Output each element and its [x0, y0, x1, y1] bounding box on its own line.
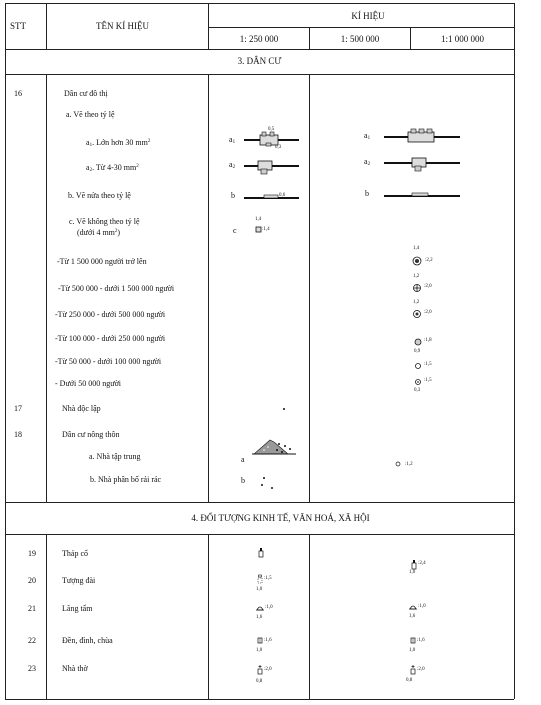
pop1-dim-right-value: 2,2 [426, 258, 433, 263]
col-stt-divider-header [46, 3, 47, 49]
row21-1m-dim-bottom: 1,6 [409, 614, 416, 619]
row16-c-line2-pre: (dưới 4 mm [77, 228, 115, 237]
header-symbol: KÍ HIỆU [351, 11, 385, 21]
row19-1m-dim-right: :2,4 [418, 561, 426, 566]
sym250-a1-label [229, 135, 235, 145]
pop4-circle-symbol [414, 338, 424, 348]
row21-1m-dim-right: :1,0 [418, 604, 426, 609]
row21-1m-dim-right-value: 1,0 [419, 604, 426, 609]
rural-clustered-symbol-250k [252, 436, 302, 458]
row22-1m-dim-right: :1,6 [417, 638, 425, 643]
sym1m-a2-letter: a [364, 157, 368, 166]
row16-pop-1: -Từ 1 500 000 người trở lên [57, 257, 147, 266]
table-bottom-border [5, 699, 514, 700]
pop2-dim-right-value: 2,0 [425, 284, 432, 289]
pop6-dim-right: :1,5 [424, 378, 432, 383]
tomb-symbol-250k [256, 604, 264, 612]
row16-a1-index: 1 [89, 143, 93, 148]
sym250-a1-index: 1 [232, 140, 236, 145]
urban-half-scale-symbol-1m [384, 191, 460, 199]
pop1-dim-right: :2,2 [425, 258, 433, 263]
col-name-divider-body2 [208, 534, 209, 699]
row22-250-dim-bottom: 1,0 [256, 648, 263, 653]
row16-a1 [86, 138, 150, 148]
urban-medium-symbol-1m [384, 156, 460, 172]
row16-pop-6: - Dưới 50 000 người [55, 379, 122, 388]
header-stt: STT [10, 21, 27, 31]
col-stt-divider-body2 [46, 534, 47, 699]
independent-house-dot-symbol [282, 407, 286, 411]
row16-c-line2-post: ) [117, 228, 121, 237]
row16-c-line2-exp: 2 [114, 229, 118, 234]
pop2-circle-symbol [412, 283, 424, 295]
sym250-a1-dim-bottom: 0,3 [275, 145, 282, 150]
header-bottom-line [5, 49, 514, 50]
pop2-dim-right: :2,0 [424, 284, 432, 289]
row16-a2-text: . Từ 4-30 mm [92, 163, 137, 172]
urban-large-symbol-1m [384, 128, 460, 144]
row18-title: Dân cư nông thôn [62, 430, 120, 439]
pop2-dim-top: 1,2 [413, 274, 420, 279]
header-scale-500k: 1: 500 000 [340, 34, 380, 44]
ancient-tower-symbol-250k [258, 548, 264, 558]
pop5-dim-right: :1,5 [424, 362, 432, 367]
section3-bottom-line [5, 74, 514, 75]
row20-number: 20 [28, 576, 36, 585]
table-left-border [5, 3, 6, 699]
row16-pop-5: -Từ 50 000 - dưới 100 000 người [55, 357, 162, 366]
row16-a2 [86, 163, 139, 173]
col-250-divider-body2 [309, 534, 310, 699]
header-split-line [208, 27, 514, 28]
sym250-b-label: b [231, 191, 235, 200]
pop5-circle-symbol [414, 362, 424, 372]
pop3-circle-symbol [412, 309, 424, 321]
temple-symbol-1m [410, 637, 416, 645]
row20-250-dim-right-value: 1,5 [265, 576, 272, 581]
header-scale-250k: 1: 250 000 [239, 34, 279, 44]
sym250-a2-index: 2 [232, 165, 236, 170]
row16-pop-4: -Từ 100 000 - dưới 250 000 người [55, 334, 166, 343]
row16-number: 16 [14, 89, 22, 98]
row16-a2-exp: 2 [136, 164, 139, 169]
row16-c-line1: c. Vẽ không theo tỷ lệ [69, 217, 140, 226]
row21-name: Lăng tẩm [62, 604, 93, 613]
pop4-dim-bottom: 0,9 [414, 349, 421, 354]
pop3-dim-right-value: 2,0 [425, 310, 432, 315]
rural-symbol-1m [395, 461, 403, 469]
row20-250-dim-bottom: 1,0 [256, 587, 263, 592]
row23-250-dim-bottom: 0,8 [256, 679, 263, 684]
rural-scattered-symbol-250k [258, 474, 278, 492]
row23-250-dim-right-value: 2,0 [265, 667, 272, 672]
row23-number: 23 [28, 664, 36, 673]
row18-b: b. Nhà phân bố rải rác [90, 475, 162, 484]
pop6-dim-bottom: 0,3 [414, 388, 421, 393]
row19-number: 19 [28, 549, 36, 558]
pop1-circle-symbol [412, 256, 424, 268]
urban-large-symbol-250k [244, 131, 299, 147]
row16-a2-index: 2 [89, 168, 93, 173]
sym250-rural-a-label: a [241, 455, 245, 464]
sym1m-a2-index: 2 [367, 162, 371, 167]
sym1m-b-label: b [365, 189, 369, 198]
sym1m-a1-label [364, 131, 370, 141]
row16-a2-prefix: a [86, 163, 90, 172]
row20-name: Tượng đài [62, 576, 96, 585]
sym1m-a2-label [364, 157, 370, 167]
row22-1m-dim-right-value: 1,6 [418, 638, 425, 643]
monument-symbol-250k [257, 575, 263, 585]
row23-1m-dim-right-value: 2,0 [418, 667, 425, 672]
sym250-a2-letter: a [229, 160, 233, 169]
urban-medium-symbol-250k [244, 159, 299, 175]
header-name: TÊN KÍ HIỆU [96, 21, 149, 31]
sym250-a2-label [229, 160, 235, 170]
row16-a1-exp: 2 [147, 139, 151, 144]
table-right-border [514, 3, 515, 699]
row16-b: b. Vẽ nửa theo tỷ lệ [68, 191, 131, 200]
row22-1m-dim-bottom: 1,0 [409, 648, 416, 653]
row23-250-dim-right: :2,0 [264, 667, 272, 672]
temple-symbol-250k [257, 637, 263, 645]
row16-pop-3: -Từ 250 000 - dưới 500 000 người [55, 310, 166, 319]
row19-name: Tháp cổ [62, 549, 88, 558]
sym1m-a1-letter: a [364, 131, 368, 140]
row16-a1-prefix: a [86, 138, 90, 147]
section4-title-bottom-line [5, 534, 514, 535]
row21-number: 21 [28, 604, 36, 613]
sym250-a1-dim-top: 0,5 [268, 127, 275, 132]
church-symbol-1m [410, 665, 416, 675]
row22-250-dim-right: :1,6 [264, 638, 272, 643]
pop4-dim-right: :1,8 [424, 338, 432, 343]
section4-top-line [5, 502, 514, 503]
rural-1m-dim-value: 1,2 [406, 462, 413, 467]
section3-title: 3. DÂN CƯ [237, 56, 282, 66]
col-stt-divider-body [46, 74, 47, 502]
row21-250-dim-right: :1,0 [265, 605, 273, 610]
tomb-symbol-1m [409, 603, 417, 611]
row18-number: 18 [14, 430, 22, 439]
sym250-rural-b-label: b [241, 476, 245, 485]
row23-name: Nhà thờ [62, 664, 88, 673]
row18-a: a. Nhà tập trung [89, 452, 141, 461]
row16-a: a. Vẽ theo tỷ lệ [66, 110, 115, 119]
row23-1m-dim-bottom: 0,8 [406, 678, 413, 683]
row19-1m-dim-right-value: 2,4 [419, 561, 426, 566]
row17-number: 17 [14, 404, 22, 413]
col-250-divider-body [309, 74, 310, 502]
section4-title: 4. ĐỐI TƯỢNG KINH TẾ, VĂN HOÁ, XÃ HỘI [191, 513, 370, 523]
pop6-circle-symbol [414, 378, 424, 388]
sym250-c-label: c [233, 226, 237, 235]
ancient-tower-symbol-1m [411, 560, 417, 570]
row22-250-dim-right-value: 1,6 [265, 638, 272, 643]
sym1m-a1-index: 1 [367, 136, 371, 141]
sym250-b-dim: 0,6 [279, 193, 286, 198]
pop3-dim-top: 1,2 [413, 300, 420, 305]
church-symbol-250k [257, 665, 263, 675]
header-scale-1m: 1:1 000 000 [440, 34, 484, 44]
sym250-c-dim-right: :1,4 [262, 227, 270, 232]
row16-title: Dân cư đô thị [64, 89, 108, 98]
pop3-dim-right: :2,0 [424, 310, 432, 315]
row23-1m-dim-right: :2,0 [417, 667, 425, 672]
row16-pop-2: -Từ 500 000 - dưới 1 500 000 người [58, 284, 175, 293]
pop5-dim-right-value: 1,5 [425, 362, 432, 367]
table-top-border [5, 3, 514, 4]
rural-1m-dim: :1,2 [405, 462, 413, 467]
row21-250-dim-right-value: 1,0 [266, 605, 273, 610]
row16-a1-text: . Lớn hơn 30 mm [92, 138, 148, 147]
sym250-c-dim-right-value: 1,4 [263, 227, 270, 232]
row21-250-dim-bottom: 1,6 [256, 615, 263, 620]
row20-250-dim-right: :1,5 [264, 576, 272, 581]
sym250-c-dim-top: 1,4 [255, 217, 262, 222]
row16-c-line2 [77, 228, 120, 237]
col-name-divider-body [208, 74, 209, 502]
row19-1m-dim-bottom: 1,0 [409, 570, 416, 575]
row22-name: Đền, đình, chùa [62, 636, 113, 645]
row17-title: Nhà độc lập [62, 404, 101, 413]
pop4-dim-right-value: 1,8 [425, 338, 432, 343]
pop6-dim-right-value: 1,5 [425, 378, 432, 383]
row22-number: 22 [28, 636, 36, 645]
pop1-dim-top: 1,4 [413, 246, 420, 251]
sym250-a1-letter: a [229, 135, 233, 144]
urban-half-scale-symbol-250k [244, 194, 299, 202]
